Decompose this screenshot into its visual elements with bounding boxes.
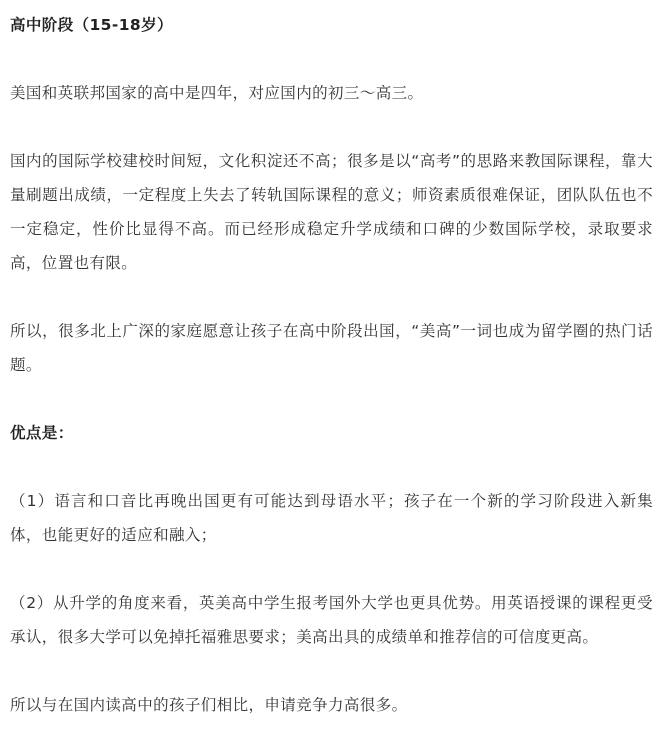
advantage-item-2: （2）从升学的角度来看，英美高中学生报考国外大学也更具优势。用英语授课的课程更受承认，很多大学可以免掉托福雅思要求；美高出具的成绩单和推荐信的可信度更高。 — [10, 594, 653, 646]
trend-paragraph: 所以，很多北上广深的家庭愿意让孩子在高中阶段出国，“美高”一词也成为留学圈的热门话题。 — [10, 322, 653, 374]
intro-paragraph: 美国和英联邦国家的高中是四年，对应国内的初三～高三。 — [10, 84, 424, 102]
domestic-schools-paragraph: 国内的国际学校建校时间短，文化积淀还不高；很多是以“高考”的思路来教国际课程，靠大量刷题出成绩，一定程度上失去了转轨国际课程的意义；师资素质很难保证，团队队伍也不一定稳定，性价比显得不高。而已经形成稳定升学成绩和口碑的少数国际学校，录取要求高，位置也有限。 — [10, 152, 653, 272]
conclusion-paragraph: 所以与在国内读高中的孩子们相比，申请竞争力高很多。 — [10, 696, 408, 714]
advantage-item-1: （1）语言和口音比再晚出国更有可能达到母语水平；孩子在一个新的学习阶段进入新集体，也能更好的适应和融入； — [10, 492, 653, 544]
advantages-title: 优点是： — [10, 424, 74, 442]
article-body — [10, 8, 653, 722]
section-title: 高中阶段（15-18岁） — [10, 16, 173, 34]
